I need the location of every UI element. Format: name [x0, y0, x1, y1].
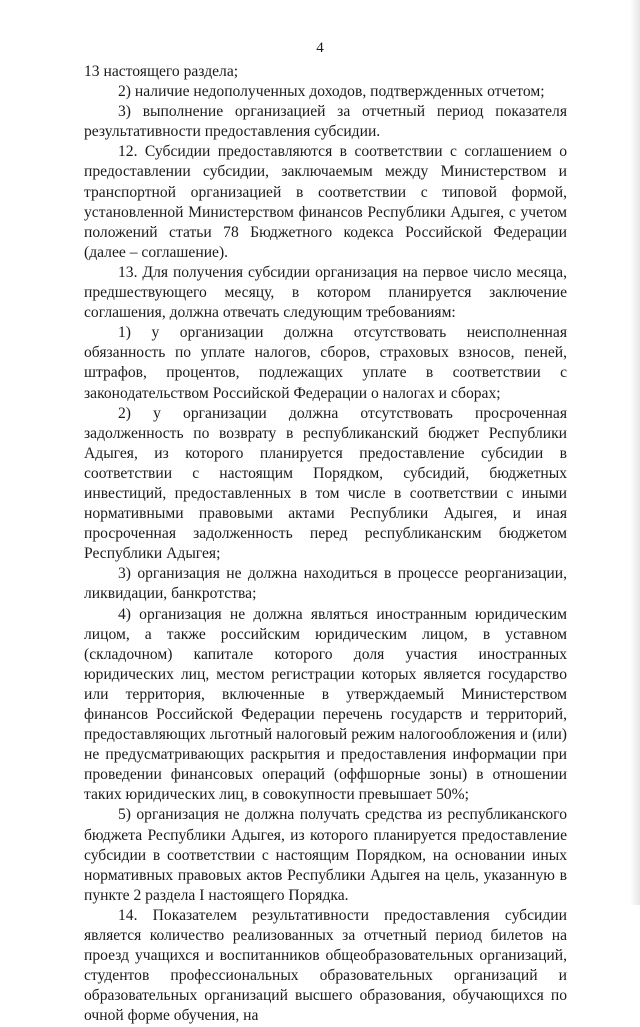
requirement-2: 2) у организации должна отсутствовать просроченная задолженность по возврату в республиканский бюджет Республики Адыгея, из которого планируется предоставление субсидии в соответствии с настоящим Порядком, субсидий, бюджетных инвестиций, предоставленных в том числе в соответствии с иными нормативными правовыми актами Республики Адыгея, и иная просроченная задолженность перед республиканским бюджетом Республики Адыгея; — [84, 404, 567, 563]
scan-edge-shadow — [630, 0, 640, 905]
clause-12: 12. Субсидии предоставляются в соответствии с соглашением о предоставлении субсидии, заключаемым между Министерством и транспортной организацией в соответствии с типовой формой, установленной Министерством финансов Республики Адыгея, с учетом положений статьи 78 Бюджетного кодекса Российской Федерации (далее – соглашение). — [84, 143, 567, 261]
paragraph-continuation: 13 настоящего раздела; — [84, 63, 239, 80]
list-item-2: 2) наличие недополученных доходов, подтвержденных отчетом; — [118, 83, 545, 101]
list-item-3: 3) выполнение организацией за отчетный период показателя результативности предоставления субсидии. — [84, 103, 567, 141]
requirement-1: 1) у организации должна отсутствовать неисполненная обязанность по уплате налогов, сборов, страховых взносов, пеней, штрафов, процентов, подлежащих уплате в соответствии с законодательством Российской Федерации о налогах и сборах; — [84, 324, 567, 402]
page-number: 4 — [316, 40, 324, 56]
requirement-5: 5) организация не должна получать средства из республиканского бюджета Республики Адыгея, из которого планируется предоставление субсидии в соответствии с настоящим Порядком, на основании иных нормативных правовых актов Республики Адыгея на цель, указанную в пункте 2 раздела I настоящего Порядка. — [84, 806, 567, 904]
requirement-4: 4) организация не должна являться иностранным юридическим лицом, а также российским юридическим лицом, в уставном (складочном) капитале которого доля участия иностранных юридических лиц, местом регистрации которых является государство или территория, включенные в утверждаемый Министерством финансов Российской Федерации перечень государств и территорий, предоставляющих льготный налоговый режим налогообложения и (или) не предусматривающих раскрытия и предоставления информации при проведении финансовых операций (оффшорные зоны) в отношении таких юридических лиц, в совокупности превышает 50%; — [84, 605, 567, 804]
clause-14: 14. Показателем результативности предоставления субсидии является количество реализованных за отчетный период билетов на проезд учащихся и воспитанников общеобразовательных организаций, студентов профессиональных образовательных организаций и образовательных организаций высшего образования, обучающихся по очной форме обучения, на — [84, 906, 567, 1025]
document-body — [84, 62, 567, 1027]
clause-13: 13. Для получения субсидии организация на первое число месяца, предшествующего месяцу, в котором планируется заключение соглашения, должна отвечать следующим требованиям: — [84, 263, 567, 322]
requirement-3: 3) организация не должна находиться в процессе реорганизации, ликвидации, банкротства; — [84, 565, 567, 603]
